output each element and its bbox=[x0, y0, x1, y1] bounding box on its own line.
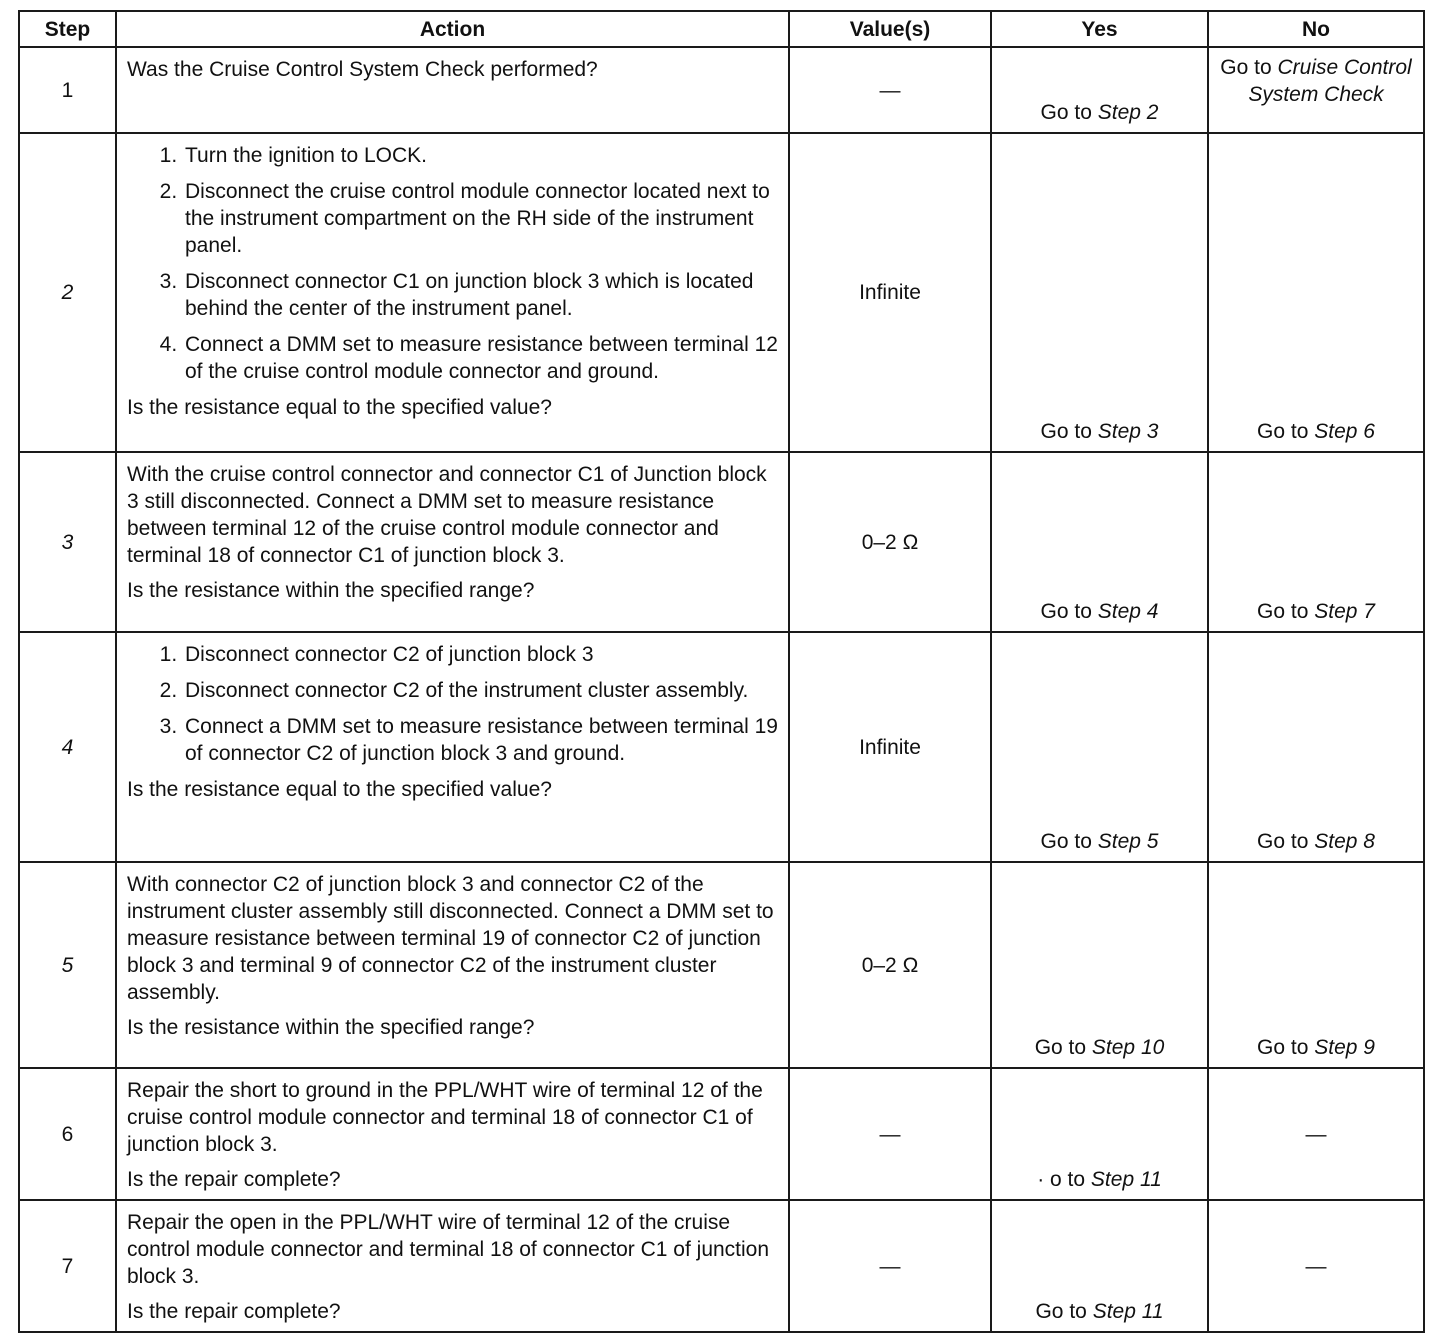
goto-prefix: Go to bbox=[1220, 56, 1272, 79]
yes-goto bbox=[1037, 1168, 1162, 1191]
goto-ref: Step 6 bbox=[1314, 420, 1375, 443]
step-number-text: 4 bbox=[61, 735, 74, 759]
value-text: — bbox=[879, 78, 901, 102]
action-cell bbox=[116, 47, 789, 133]
action-cell bbox=[116, 862, 789, 1068]
step-number: 7 bbox=[19, 1200, 116, 1332]
action-text: With the cruise control connector and connector C1 of Junction block 3 still disconnected. Connect a DMM set to measure resistance between terminal 12 of the cruise control module connector and terminal 18 of connector C1 of junction block 3. bbox=[127, 463, 767, 567]
step-number: 6 bbox=[19, 1068, 116, 1200]
table-row-step-1 bbox=[19, 47, 1424, 133]
action-cell bbox=[116, 1068, 789, 1200]
header-action: Action bbox=[116, 11, 789, 47]
yes-cell bbox=[991, 47, 1208, 133]
table-row-step-5 bbox=[19, 862, 1424, 1068]
yes-goto bbox=[1041, 600, 1159, 623]
goto-ref: Step 3 bbox=[1097, 420, 1159, 443]
action-text: Repair the open in the PPL/WHT wire of terminal 12 of the cruise control module connector and terminal 18 of connector C1 of junction block 3. bbox=[127, 1211, 770, 1288]
yes-cell bbox=[991, 862, 1208, 1068]
action-text: Repair the short to ground in the PPL/WHT wire of terminal 12 of the cruise control module connector and terminal 18 of connector C1 of junction block 3. bbox=[127, 1079, 763, 1156]
action-question: Is the repair complete? bbox=[127, 1168, 341, 1191]
step-number bbox=[19, 632, 116, 862]
yes-goto bbox=[1035, 1036, 1165, 1059]
value-text: Infinite bbox=[859, 735, 921, 759]
goto-prefix: Go to bbox=[1257, 420, 1309, 443]
action-steps-list bbox=[127, 142, 780, 385]
action-text: Was the Cruise Control System Check performed? bbox=[127, 58, 598, 81]
goto-ref: Step 8 bbox=[1314, 830, 1375, 853]
yes-goto bbox=[1041, 420, 1159, 443]
goto-prefix: Go to bbox=[1035, 1300, 1087, 1323]
value-cell bbox=[789, 632, 991, 862]
goto-prefix: Go to bbox=[1034, 1036, 1087, 1059]
no-value-text: — bbox=[1305, 1254, 1327, 1278]
goto-prefix: Go to bbox=[1257, 1036, 1309, 1059]
step-number bbox=[19, 133, 116, 452]
action-cell bbox=[116, 632, 789, 862]
yes-cell bbox=[991, 1068, 1208, 1200]
value-text: 0–2 Ω bbox=[861, 530, 919, 554]
no-goto bbox=[1257, 1036, 1375, 1059]
value-cell bbox=[789, 452, 991, 632]
yes-goto bbox=[1041, 830, 1159, 853]
action-question: Is the repair complete? bbox=[127, 1300, 341, 1323]
value-text: Infinite bbox=[859, 281, 921, 304]
yes-cell bbox=[991, 632, 1208, 862]
goto-prefix: Go to bbox=[1040, 420, 1092, 443]
action-question: Is the resistance equal to the specified value? bbox=[127, 778, 552, 801]
goto-ref: Step 9 bbox=[1314, 1036, 1375, 1059]
no-value-text: — bbox=[1305, 1122, 1327, 1146]
step-number bbox=[19, 862, 116, 1068]
yes-goto bbox=[1035, 1300, 1163, 1323]
action-question: Is the resistance equal to the specified value? bbox=[127, 396, 552, 419]
no-goto bbox=[1257, 830, 1375, 853]
goto-prefix: Go to bbox=[1257, 600, 1309, 623]
action-cell bbox=[116, 133, 789, 452]
value-cell bbox=[789, 47, 991, 133]
no-goto bbox=[1257, 420, 1375, 443]
goto-ref: Step 11 bbox=[1092, 1300, 1164, 1323]
header-yes: Yes bbox=[991, 11, 1208, 47]
value-cell bbox=[789, 1068, 991, 1200]
no-cell bbox=[1208, 452, 1424, 632]
table-row-step-4 bbox=[19, 632, 1424, 862]
table-row-step-3 bbox=[19, 452, 1424, 632]
action-step: 3. Disconnect connector C1 on junction block 3 which is located behind the center of the instrument panel. bbox=[183, 268, 780, 322]
value-cell bbox=[789, 133, 991, 452]
action-step: 4. Connect a DMM set to measure resistance between terminal 12 of the cruise control module connector and ground. bbox=[183, 331, 780, 385]
step-number-text: 5 bbox=[61, 953, 74, 977]
header-step: Step bbox=[19, 11, 116, 47]
value-text: — bbox=[879, 1254, 901, 1278]
action-cell bbox=[116, 452, 789, 632]
no-cell bbox=[1208, 1200, 1424, 1332]
value-cell bbox=[789, 862, 991, 1068]
table-row-step-6 bbox=[19, 1068, 1424, 1200]
goto-ref: Step 2 bbox=[1097, 101, 1159, 124]
action-question: Is the resistance within the specified range? bbox=[127, 579, 535, 602]
yes-cell bbox=[991, 452, 1208, 632]
goto-ref: Step 7 bbox=[1314, 600, 1375, 623]
table-row-step-2 bbox=[19, 133, 1424, 452]
value-text: 0–2 Ω bbox=[861, 953, 919, 977]
no-goto bbox=[1257, 600, 1375, 623]
goto-prefix: Go to bbox=[1040, 101, 1092, 124]
goto-ref: Cruise Control System Check bbox=[1248, 56, 1412, 106]
yes-cell bbox=[991, 1200, 1208, 1332]
step-number bbox=[19, 452, 116, 632]
action-step: 2. Disconnect the cruise control module connector located next to the instrument compartment on the RH side of the instrument panel. bbox=[183, 178, 780, 259]
step-number: 1 bbox=[19, 47, 116, 133]
action-steps-list bbox=[127, 641, 780, 767]
header-no: No bbox=[1208, 11, 1424, 47]
goto-prefix: Go to bbox=[1040, 830, 1092, 853]
goto-ref: Step 4 bbox=[1097, 600, 1159, 623]
action-step: 3. Connect a DMM set to measure resistance between terminal 19 of connector C2 of junction block 3 and ground. bbox=[183, 713, 780, 767]
goto-ref: Step 10 bbox=[1091, 1036, 1165, 1059]
goto-ref: Step 5 bbox=[1097, 830, 1159, 853]
no-cell bbox=[1208, 1068, 1424, 1200]
value-text: — bbox=[879, 1122, 901, 1146]
goto-prefix: Go to bbox=[1257, 830, 1309, 853]
no-cell bbox=[1208, 862, 1424, 1068]
no-cell bbox=[1208, 133, 1424, 452]
header-values: Value(s) bbox=[789, 11, 991, 47]
action-step: 1. Turn the ignition to LOCK. bbox=[183, 142, 780, 169]
action-step: 1. Disconnect connector C2 of junction block 3 bbox=[183, 641, 780, 668]
goto-prefix: Go to bbox=[1040, 600, 1092, 623]
action-step: 2. Disconnect connector C2 of the instrument cluster assembly. bbox=[183, 677, 780, 704]
action-question: Is the resistance within the specified range? bbox=[127, 1016, 535, 1039]
diagnostic-table bbox=[18, 10, 1425, 1333]
action-text: With connector C2 of junction block 3 and connector C2 of the instrument cluster assembly still disconnected. Connect a DMM set to measure resistance between terminal 19 of connector C2 of junction block 3 and terminal 9 of connector C2 of the instrument cluster assembly. bbox=[127, 873, 774, 1004]
value-cell bbox=[789, 1200, 991, 1332]
yes-goto bbox=[1041, 101, 1159, 124]
goto-ref: Step 11 bbox=[1090, 1168, 1162, 1191]
step-number-text: 3 bbox=[61, 530, 74, 554]
yes-cell bbox=[991, 133, 1208, 452]
action-cell bbox=[116, 1200, 789, 1332]
goto-prefix: · o to bbox=[1037, 1168, 1086, 1191]
no-cell bbox=[1208, 632, 1424, 862]
step-number-text: 2 bbox=[61, 281, 74, 304]
header-row bbox=[19, 11, 1424, 47]
no-cell bbox=[1208, 47, 1424, 133]
table-row-step-7 bbox=[19, 1200, 1424, 1332]
